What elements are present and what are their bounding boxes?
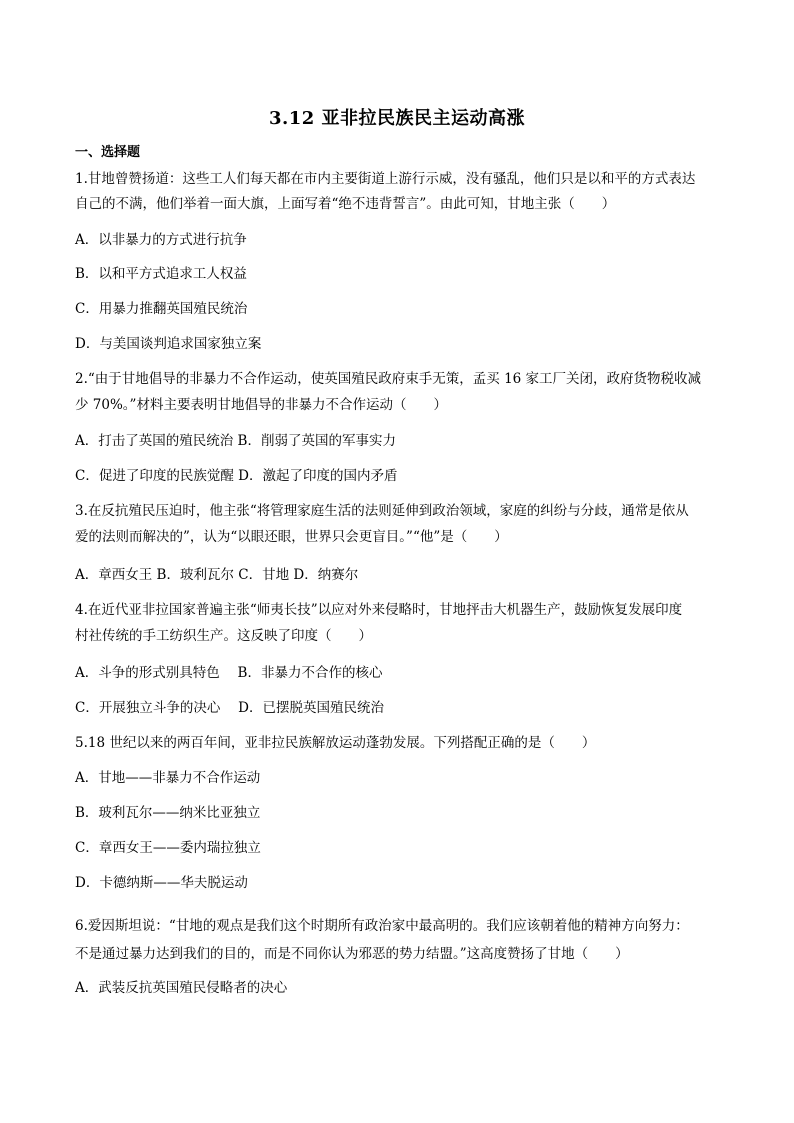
question-3-stem-line-2: 爱的法则而解决的”，认为“以眼还眼，世界只会更盲目。”“他”是（ ） bbox=[75, 529, 508, 545]
question-3-stem-line-1: 3.在反抗殖民压迫时，他主张“将管理家庭生活的法则延伸到政治领域，家庭的纠纷与分歧，通常是依从 bbox=[75, 503, 689, 519]
question-4-stem-line-1: 4.在近代亚非拉国家普遍主张“师夷长技”以应对外来侵略时，甘地抨击大机器生产，鼓励恢复发展印度 bbox=[75, 602, 683, 618]
question-5-option-d: D．卡德纳斯——华夫脱运动 bbox=[75, 875, 248, 891]
question-4-options-ab: A．斗争的形式别具特色 B．非暴力不合作的核心 bbox=[75, 665, 383, 681]
question-2-options-ab: A．打击了英国的殖民统治 B．削弱了英国的军事实力 bbox=[75, 433, 396, 449]
question-2-stem-line-2: 少 70%。”材料主要表明甘地倡导的非暴力不合作运动（ ） bbox=[75, 397, 447, 413]
question-1-option-c: C．用暴力推翻英国殖民统治 bbox=[75, 301, 248, 317]
question-6-option-a: A．武装反抗英国殖民侵略者的决心 bbox=[75, 980, 288, 996]
question-4-options-cd: C．开展独立斗争的决心 D．已摆脱英国殖民统治 bbox=[75, 700, 384, 716]
question-6-stem-line-2: 不是通过暴力达到我们的目的，而是不同你认为邪恶的势力结盟。”这高度赞扬了甘地（ ） bbox=[75, 946, 629, 962]
question-5-option-b: B．玻利瓦尔——纳米比亚独立 bbox=[75, 805, 261, 821]
page-title: 3.12 亚非拉民族民主运动高涨 bbox=[268, 108, 526, 129]
question-5-stem: 5.18 世纪以来的两百年间，亚非拉民族解放运动蓬勃发展。下列搭配正确的是（ ） bbox=[75, 735, 596, 751]
question-2-stem-line-1: 2.“由于甘地倡导的非暴力不合作运动，使英国殖民政府束手无策，孟买 16 家工厂关闭，政府货物税收减 bbox=[75, 371, 702, 387]
question-1-option-b: B．以和平方式追求工人权益 bbox=[75, 266, 247, 282]
question-5-option-a: A．甘地——非暴力不合作运动 bbox=[75, 770, 261, 786]
question-1-stem-line-2: 自己的不满，他们举着一面大旗，上面写着“绝不违背誓言”。由此可知，甘地主张（ ） bbox=[75, 196, 616, 212]
question-4-stem-line-2: 村社传统的手工纺织生产。这反映了印度（ ） bbox=[75, 628, 372, 644]
question-5-option-c: C．章西女王——委内瑞拉独立 bbox=[75, 840, 261, 856]
question-1-option-d: D．与美国谈判追求国家独立案 bbox=[75, 336, 262, 352]
question-6-stem-line-1: 6.爱因斯坦说：“甘地的观点是我们这个时期所有政治家中最高明的。我们应该朝着他的精神方向努力： bbox=[75, 918, 689, 934]
question-1-option-a: A．以非暴力的方式进行抗争 bbox=[75, 232, 247, 248]
question-1-stem-line-1: 1.甘地曾赞扬道：这些工人们每天都在市内主要街道上游行示威，没有骚乱，他们只是以和平的方式表达 bbox=[75, 171, 696, 187]
question-3-options: A．章西女王 B．玻利瓦尔 C．甘地 D．纳赛尔 bbox=[75, 567, 359, 583]
question-2-options-cd: C．促进了印度的民族觉醒 D．激起了印度的国内矛盾 bbox=[75, 468, 398, 484]
section-heading: 一、选择题 bbox=[75, 145, 141, 160]
